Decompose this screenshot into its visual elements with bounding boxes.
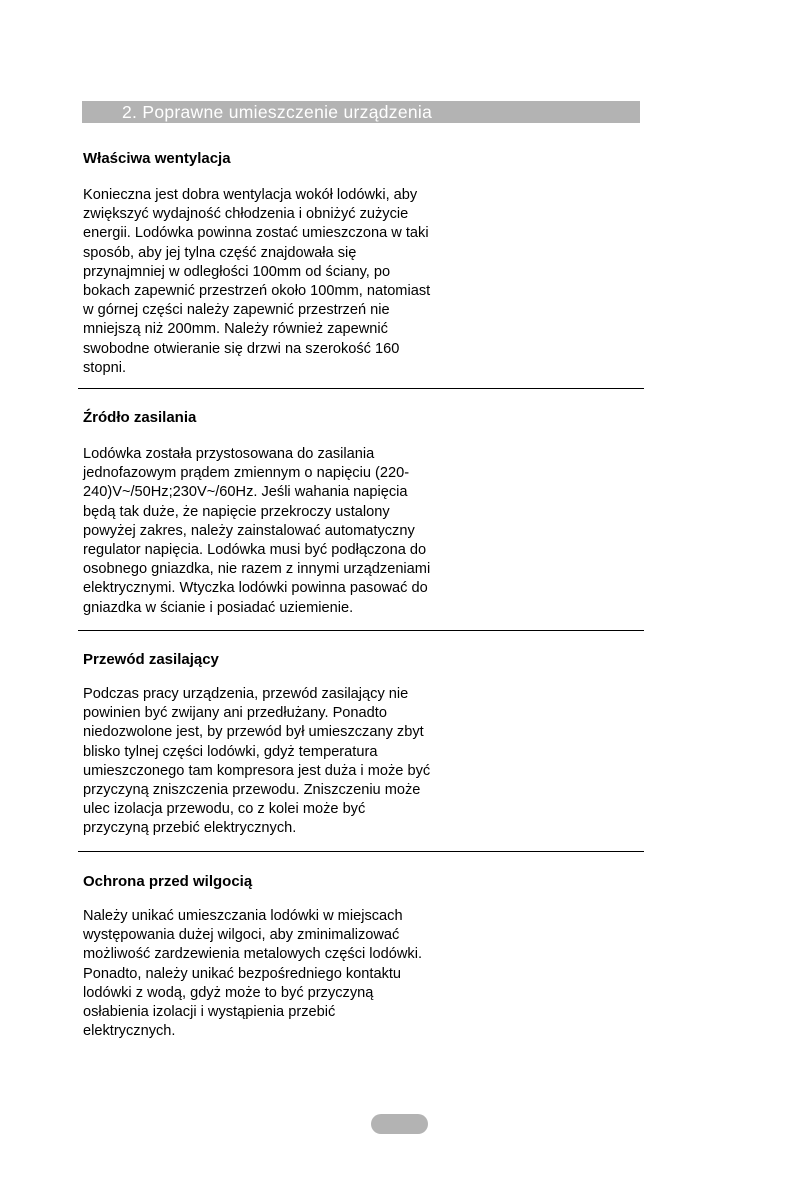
- section-title-bar: [82, 101, 640, 123]
- text-line: zwiększyć wydajność chłodzenia i obniżyć zużycie: [83, 206, 409, 223]
- heading-moisture-protection: Ochrona przed wilgocią: [83, 873, 253, 890]
- text-line: powinien być zwijany ani przedłużany. Ponadto: [83, 705, 387, 722]
- text-line: sposób, aby jej tylna część znajdowała się: [83, 244, 357, 261]
- text-line: umieszczonego tam kompresora jest duża i może być: [83, 762, 431, 779]
- text-line: przyczyną zniszczenia przewodu. Zniszczeniu może: [83, 782, 421, 799]
- paragraph-power-source: [83, 445, 483, 618]
- paragraph-ventilation: [83, 186, 483, 378]
- text-line: Należy unikać umieszczania lodówki w miejscach: [83, 908, 403, 924]
- text-line: przynajmniej w odległości 100mm od ściany, po: [83, 263, 391, 280]
- text-line: mniejszą niż 200mm. Należy również zapewnić: [83, 321, 388, 338]
- text-line: w górnej części należy zapewnić przestrzeń nie: [83, 302, 390, 319]
- text-line: występowania dużej wilgoci, aby zminimalizować: [83, 927, 400, 944]
- text-line: Lodówka została przystosowana do zasilania: [83, 446, 375, 462]
- text-line: Ponadto, należy unikać bezpośredniego kontaktu: [83, 965, 402, 982]
- text-line: elektrycznymi. Wtyczka lodówki powinna pasować do: [83, 580, 428, 597]
- heading-power-cord: Przewód zasilający: [83, 651, 219, 668]
- page-number-badge: [371, 1114, 428, 1134]
- text-line: stopni.: [83, 359, 126, 376]
- text-line: ulec izolacja przewodu, co z kolei może być: [83, 801, 366, 818]
- text-line: osobnego gniazdka, nie razem z innymi urządzeniami: [83, 561, 431, 578]
- text-line: niedozwolone jest, by przewód był umieszczany zbyt: [83, 724, 424, 741]
- text-line: będą tak duże, że napięcie przekroczy ustalony: [83, 503, 390, 520]
- divider: [78, 630, 644, 631]
- heading-power-source: Źródło zasilania: [83, 409, 197, 426]
- paragraph-moisture-protection: [83, 907, 483, 1041]
- text-line: Konieczna jest dobra wentylacja wokół lodówki, aby: [83, 187, 418, 203]
- text-line: swobodne otwieranie się drzwi na szerokość 160: [83, 340, 400, 357]
- text-line: Podczas pracy urządzenia, przewód zasilający nie: [83, 686, 409, 702]
- text-line: przyczyną przebić elektrycznych.: [83, 820, 297, 837]
- text-line: 240)V~/50Hz;230V~/60Hz. Jeśli wahania napięcia: [83, 484, 408, 501]
- text-line: regulator napięcia. Lodówka musi być podłączona do: [83, 542, 427, 559]
- text-line: jednofazowym prądem zmiennym o napięciu (220-: [83, 465, 410, 482]
- text-line: osłabienia izolacji i wystąpienia przebić: [83, 1004, 336, 1021]
- divider: [78, 388, 644, 389]
- text-line: możliwość zardzewienia metalowych części lodówki.: [83, 946, 423, 963]
- text-line: elektrycznych.: [83, 1023, 176, 1040]
- text-line: gniazdka w ścianie i posiadać uziemienie.: [83, 599, 354, 616]
- divider: [78, 851, 644, 852]
- text-line: blisko tylnej części lodówki, gdyż temperatura: [83, 743, 378, 760]
- text-line: lodówki z wodą, gdyż może to być przyczyną: [83, 984, 374, 1001]
- text-line: powyżej zakres, należy zainstalować automatyczny: [83, 522, 415, 539]
- text-line: bokach zapewnić przestrzeń około 100mm, natomiast: [83, 283, 431, 300]
- heading-ventilation: Właściwa wentylacja: [83, 150, 231, 167]
- paragraph-power-cord: [83, 685, 483, 839]
- text-line: energii. Lodówka powinna zostać umieszczona w taki: [83, 225, 429, 242]
- section-title: 2. Poprawne umieszczenie urządzenia: [122, 102, 433, 122]
